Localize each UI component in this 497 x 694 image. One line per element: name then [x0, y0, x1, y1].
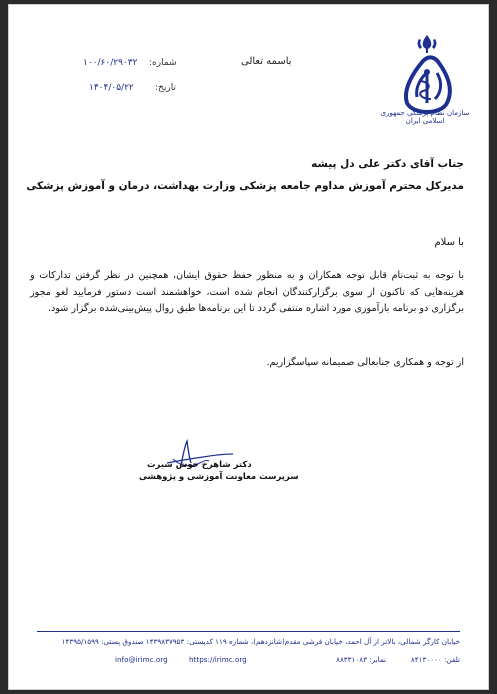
footer-address: خیابان کارگر شمالی، بالاتر از آل احمد، خیابان فرشی مقدم(شانزدهم)، شماره ۱۱۹ کدپستی: ۱۴۳۹۸۳۷۹۵۳ صندوق پستی: ۱۴۳۹۵/۱۵۹۹	[61, 637, 460, 646]
footer-website-link[interactable]: https://irimc.org	[189, 655, 247, 664]
date-label: تاریخ:	[155, 83, 176, 93]
closing-line: از توجه و همکاری جنابعالی صمیمانه سپاسگزاریم.	[266, 357, 464, 368]
letter-page	[8, 4, 489, 690]
greeting: با سلام	[434, 237, 464, 248]
letter-date: ۱۴۰۴/۰۵/۲۲	[89, 83, 134, 93]
letter-body: با توجه به ثبت‌نام قابل توجه همکاران و به منظور حفظ حقوق ایشان، همچنین در نظر گرفتن تدارکات و هزینه‌هایی که تاکنون از سوی برگزارکنندگان انجام شده است، خواهشمند است دستور فرمایید لغو مجوز برگزاری دو برنامه بازآموزی مورد اشاره منتفی گردد تا این برنامه‌ها طبق روال پیش‌بینی‌شده برگزار شود.	[30, 270, 464, 314]
signatory-name: دکتر شاهرخ خوش سیرت	[147, 460, 252, 470]
footer-fax: نمابر: ۸۸۳۳۱۰۸۳	[336, 655, 386, 664]
footer-email-link[interactable]: info@irimc.org	[115, 655, 168, 664]
letter-number: ۱۰۰/۶۰/۲۹۰۳۲	[83, 58, 138, 68]
signatory-title: سرپرست معاونت آموزشی و پژوهشی	[139, 472, 299, 482]
footer-divider	[37, 631, 460, 632]
number-label: شماره:	[149, 58, 177, 68]
recipient-title: مدیرکل محترم آموزش مداوم جامعه پزشکی وزارت بهداشت، درمان و آموزش پزشکی	[26, 180, 464, 192]
footer-phone: تلفن: ۸۴۱۳۰۰۰۰	[410, 655, 460, 664]
recipient-name: جناب آقای دکتر علی دل پیشه	[311, 158, 464, 170]
org-name: سازمان نظام پزشکی جمهوری اسلامی ایران	[380, 109, 470, 125]
invocation-text: باسمه تعالی	[241, 56, 292, 67]
